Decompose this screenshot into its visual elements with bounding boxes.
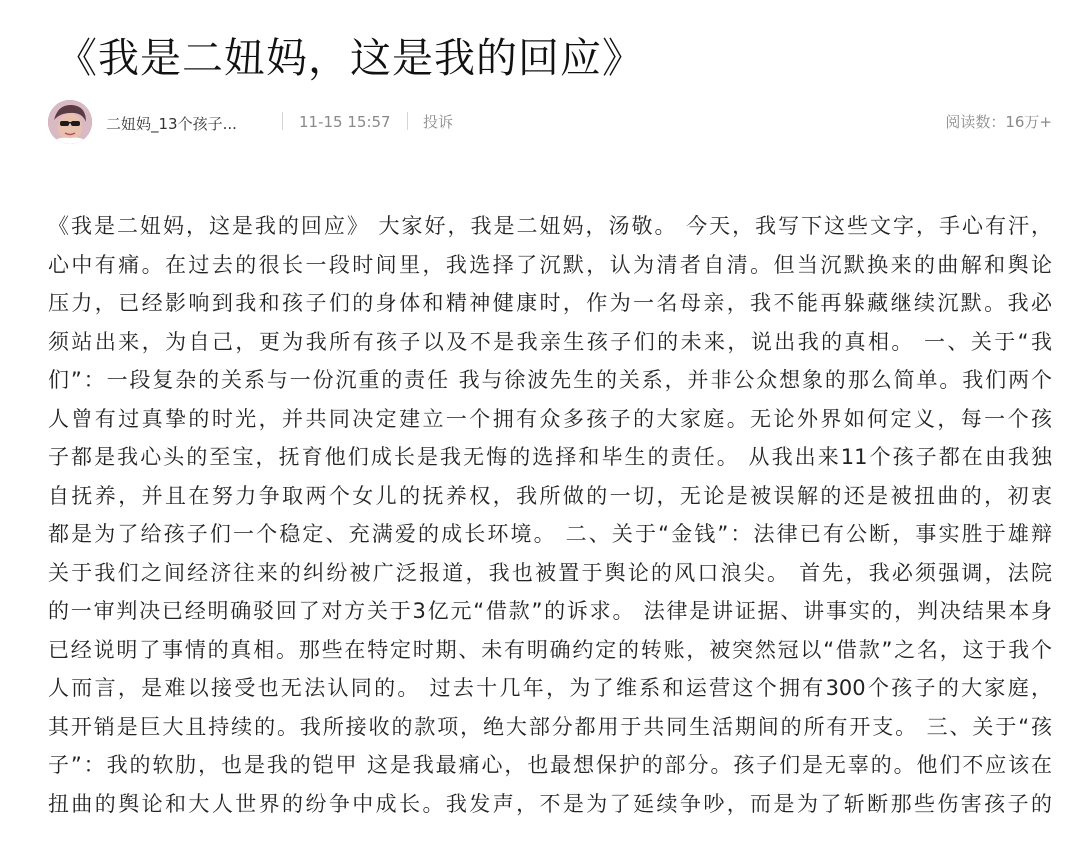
author-name[interactable]: 二妞妈_13个孩子... [106, 115, 237, 133]
report-link[interactable]: 投诉 [423, 113, 454, 131]
body-line: 自抚养，并且在努力争取两个女儿的抚养权，我所做的一切，无论是被误解的还是被扭曲的，初衷 [48, 483, 1052, 508]
read-count [945, 111, 1052, 133]
article-meta [48, 100, 1052, 146]
body-line: 子”：我的软肋，也是我的铠甲 这是我最痛心，也最想保护的部分。孩子们是无辜的。他们不应该在 [48, 753, 1052, 777]
body-line: 其开销是巨大且持续的。我所接收的款项，绝大部分都用于共同生活期间的所有开支。 三、关于“孩 [48, 714, 1052, 739]
body-line: 心中有痛。在过去的很长一段时间里，我选择了沉默，认为清者自清。但当沉默换来的曲解和舆论 [48, 252, 1052, 277]
body-line: 人而言，是难以接受也无法认同的。 过去十几年，为了维系和运营这个拥有300个孩子的大家庭， [48, 676, 1052, 700]
body-line: 都是为了给孩子们一个稳定、充满爱的成长环境。 二、关于“金钱”：法律已有公断，事实胜于雄辩 [48, 522, 1052, 546]
article-title: 《我是二妞妈，这是我的回应》 [56, 34, 644, 82]
body-line: 的一审判决已经明确驳回了对方关于3亿元“借款”的诉求。 法律是讲证据、讲事实的，判决结果本身 [48, 599, 1052, 623]
publish-time: 11-15 15:57 [299, 113, 391, 131]
body-line: 子都是我心头的至宝，抚育他们成长是我无悔的选择和毕生的责任。 从我出来11个孩子都在由我独 [48, 445, 1052, 469]
meta-divider [282, 112, 283, 130]
body-line: 须站出来，为自己，更为我所有孩子以及不是我亲生孩子们的未来，说出我的真相。 一、关于“我 [48, 329, 1052, 354]
author-avatar[interactable] [48, 100, 92, 144]
body-line: 们”：一段复杂的关系与一份沉重的责任 我与徐波先生的关系，并非公众想象的那么简单。我们两个 [48, 368, 1052, 392]
read-count-value: 16万+ [1005, 113, 1052, 131]
read-count-label: 阅读数： [945, 113, 1006, 131]
body-line: 人曾有过真挚的时光，并共同决定建立一个拥有众多孩子的大家庭。无论外界如何定义，每一个孩 [48, 406, 1052, 431]
body-line: 扭曲的舆论和大人世界的纷争中成长。我发声，不是为了延续争吵，而是为了斩断那些伤害孩子的 [48, 791, 1052, 816]
article-body [48, 207, 1052, 823]
body-line: 压力，已经影响到我和孩子们的身体和精神健康时，作为一名母亲，我不能再躲藏继续沉默。我必 [48, 291, 1052, 315]
meta-divider [407, 112, 408, 130]
user-avatar-photo-icon [48, 100, 92, 144]
body-line: 关于我们之间经济往来的纠纷被广泛报道，我也被置于舆论的风口浪尖。 首先，我必须强调，法院 [48, 560, 1052, 585]
body-line: 已经说明了事情的真相。那些在特定时期、未有明确约定的转账，被突然冠以“借款”之名，这于我个 [48, 637, 1052, 662]
body-line: 《我是二妞妈，这是我的回应》 大家好，我是二妞妈，汤敬。 今天，我写下这些文字，手心有汗， [48, 214, 1052, 238]
